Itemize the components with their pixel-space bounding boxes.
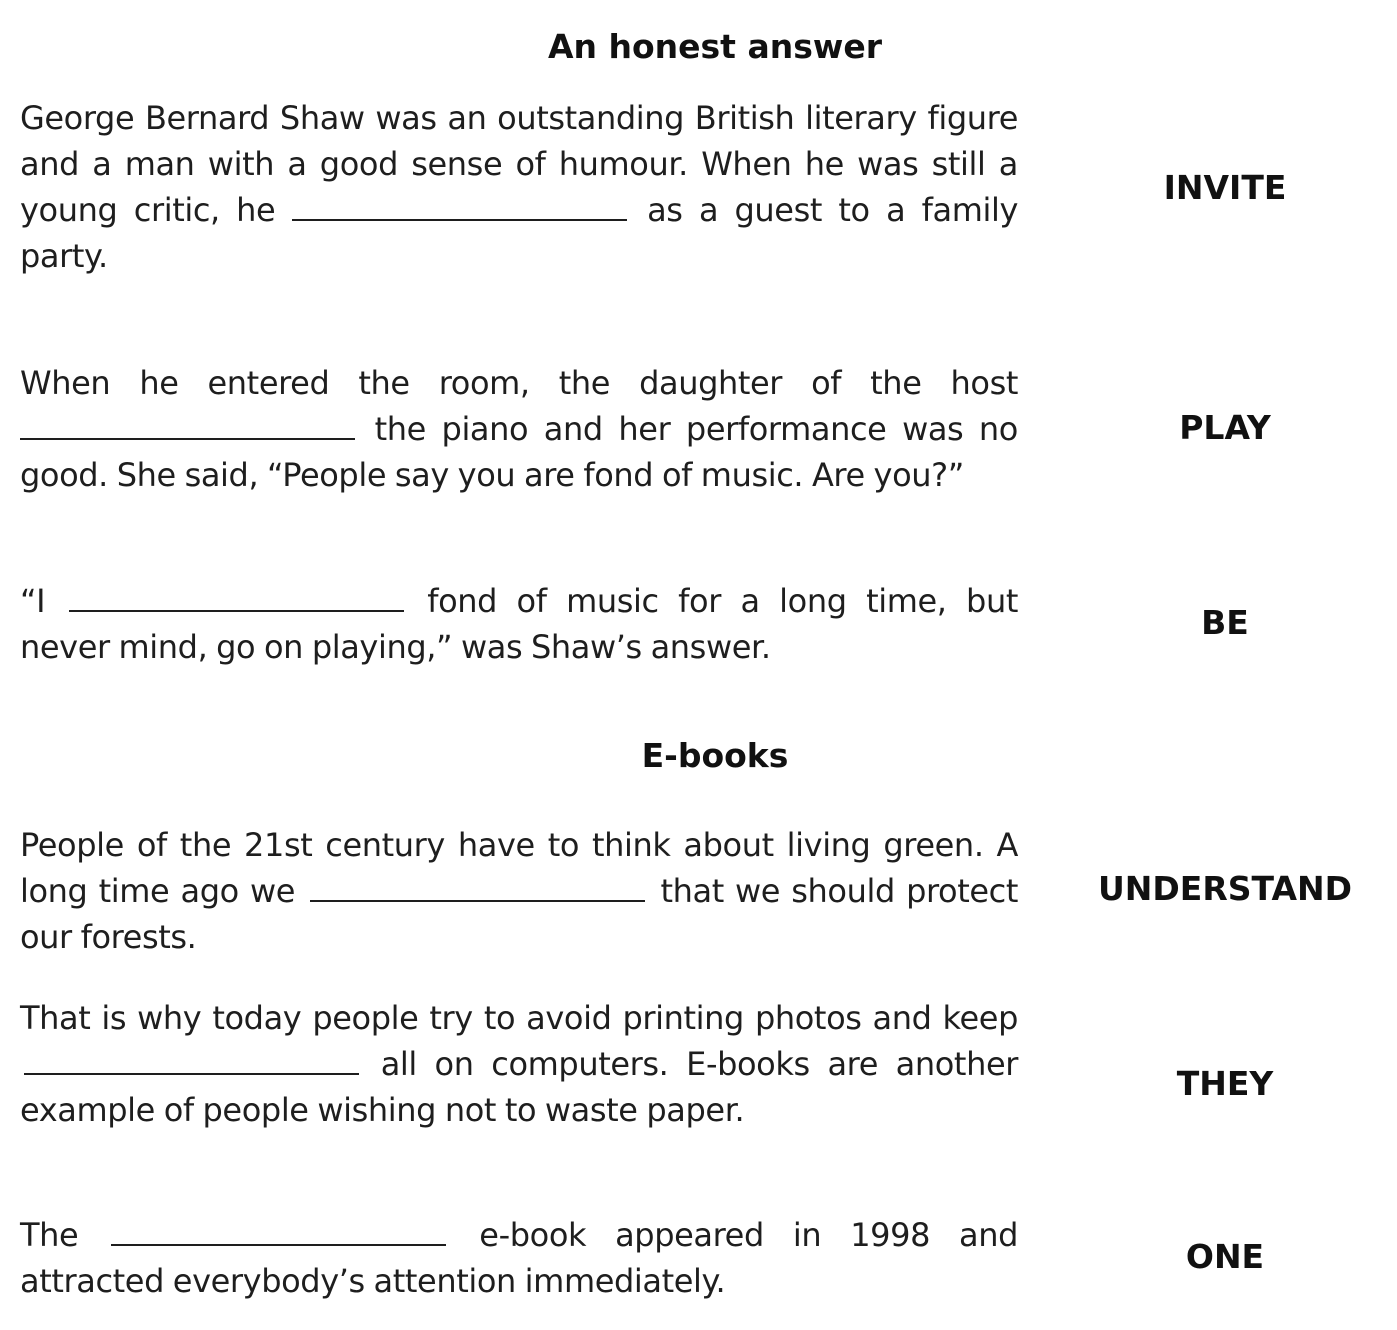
text-after: e-book appeared in 1998 and attracted everybody’s attention immediately.: [20, 1216, 1019, 1300]
text-after: all on computers. E-books are another example of people wishing not to waste paper.: [20, 1045, 1019, 1129]
exercise-text-4: [20, 822, 1018, 960]
text-before: The: [20, 1216, 79, 1254]
answer-blank[interactable]: [292, 217, 627, 221]
answer-blank[interactable]: [20, 436, 355, 440]
text-after: the piano and her performance was no good. She said, “People say you are fond of music. Are you?”: [20, 410, 1018, 494]
exercise-text-5: [20, 995, 1018, 1133]
keyword-word: ONE: [1185, 1237, 1265, 1276]
text-after: as a guest to a family party.: [20, 191, 1019, 275]
text-after: fond of music for a long time, but never mind, go on playing,” was Shaw’s answer.: [20, 582, 1019, 666]
exercise-text-3: [20, 578, 1018, 670]
text-after: that we should protect our forests.: [20, 872, 1018, 956]
text-before: When he entered the room, the daughter of the host: [20, 364, 1018, 402]
exercise-text-6: [20, 1212, 1018, 1304]
answer-blank[interactable]: [310, 898, 645, 902]
keyword-word: UNDERSTAND: [1097, 869, 1353, 908]
section-title: An honest answer: [547, 27, 882, 66]
text-before: George Bernard Shaw was an outstanding British literary figure and a man with a good sense of humour. When he was still a young critic, he: [20, 99, 1018, 229]
answer-blank[interactable]: [69, 608, 404, 612]
section-title: E-books: [641, 736, 789, 775]
keyword-word: BE: [1201, 603, 1249, 642]
text-before: “I: [20, 582, 46, 620]
text-before: People of the 21st century have to think about living green. A long time ago we: [20, 826, 1018, 910]
answer-blank[interactable]: [24, 1071, 359, 1075]
keyword-word: THEY: [1176, 1064, 1274, 1103]
exercise-text-1: [20, 95, 1018, 279]
text-before: That is why today people try to avoid printing photos and keep: [20, 999, 1018, 1037]
keyword-word: PLAY: [1179, 408, 1271, 447]
keyword-word: INVITE: [1163, 168, 1287, 207]
answer-blank[interactable]: [111, 1242, 446, 1246]
exercise-text-2: [20, 360, 1018, 498]
